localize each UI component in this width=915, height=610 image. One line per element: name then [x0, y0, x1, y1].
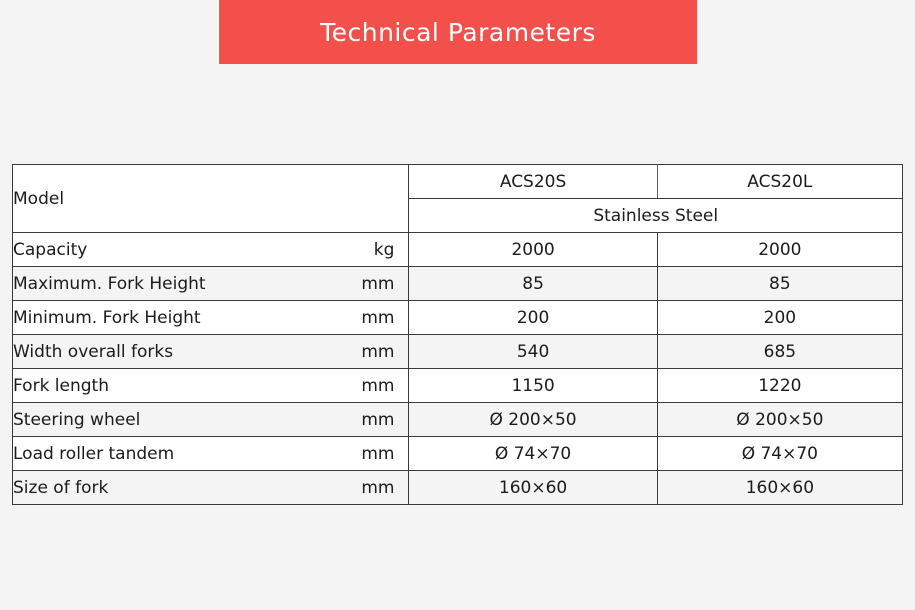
row-label-text: Minimum. Fork Height [13, 307, 201, 328]
row-label [13, 403, 409, 437]
table-row [13, 403, 903, 437]
row-unit: mm [361, 409, 395, 430]
specifications-table-container [12, 164, 903, 505]
row-label [13, 369, 409, 403]
specifications-table [12, 164, 903, 505]
row-value-1: 200 [409, 301, 657, 335]
row-label-text: Steering wheel [13, 409, 141, 430]
row-value-2: 1220 [657, 369, 902, 403]
row-value-2: 685 [657, 335, 902, 369]
row-label-text: Fork length [13, 375, 109, 396]
material-cell: Stainless Steel [409, 199, 903, 233]
row-value-2: 2000 [657, 233, 902, 267]
row-label-text: Maximum. Fork Height [13, 273, 206, 294]
table-row [13, 301, 903, 335]
row-label [13, 301, 409, 335]
row-value-1: 540 [409, 335, 657, 369]
row-label-text: Size of fork [13, 477, 109, 498]
row-unit: mm [361, 273, 395, 294]
row-value-2: 85 [657, 267, 902, 301]
table-row [13, 233, 903, 267]
page-banner [219, 0, 697, 64]
row-label-text: Capacity [13, 239, 88, 260]
row-unit: mm [361, 477, 395, 498]
row-value-2: Ø 74×70 [657, 437, 902, 471]
row-unit: mm [361, 307, 395, 328]
table-header-row [13, 165, 903, 199]
row-value-1: 85 [409, 267, 657, 301]
table-row [13, 471, 903, 505]
row-value-1: Ø 200×50 [409, 403, 657, 437]
table-row [13, 267, 903, 301]
row-label-text: Width overall forks [13, 341, 174, 362]
row-value-2: Ø 200×50 [657, 403, 902, 437]
table-row [13, 369, 903, 403]
row-label [13, 233, 409, 267]
row-unit: mm [361, 341, 395, 362]
table-row [13, 335, 903, 369]
row-value-1: Ø 74×70 [409, 437, 657, 471]
row-label [13, 267, 409, 301]
row-label [13, 471, 409, 505]
page-title: Technical Parameters [320, 17, 596, 47]
row-unit: kg [373, 239, 395, 260]
row-value-1: 2000 [409, 233, 657, 267]
row-label [13, 437, 409, 471]
table-row [13, 437, 903, 471]
row-value-2: 160×60 [657, 471, 902, 505]
row-label-text: Load roller tandem [13, 443, 175, 464]
row-label [13, 335, 409, 369]
row-value-1: 160×60 [409, 471, 657, 505]
model-label-cell: Model [13, 165, 409, 233]
row-unit: mm [361, 375, 395, 396]
column-header-1: ACS20S [409, 165, 657, 199]
row-value-1: 1150 [409, 369, 657, 403]
column-header-2: ACS20L [657, 165, 902, 199]
row-unit: mm [361, 443, 395, 464]
row-value-2: 200 [657, 301, 902, 335]
